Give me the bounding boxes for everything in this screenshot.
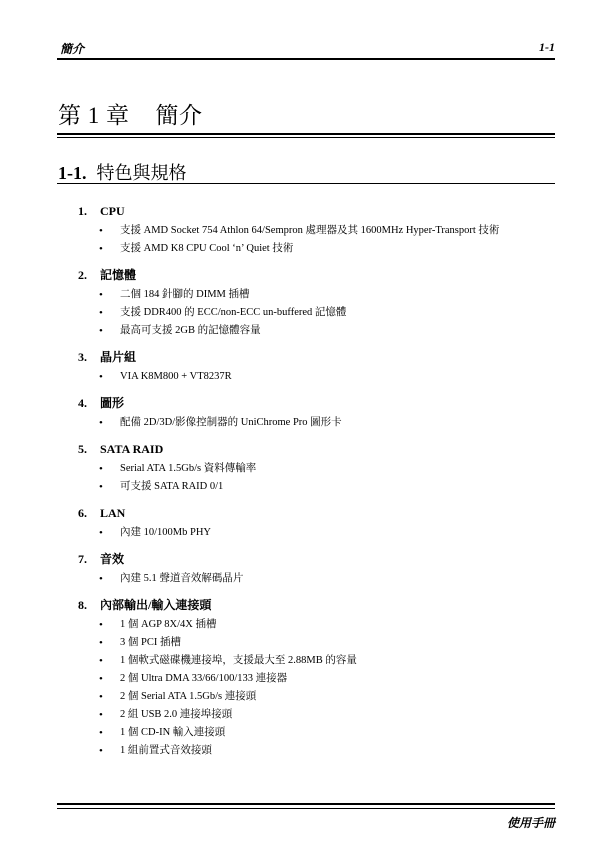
bullet-text: 1 個軟式磁碟機連接埠，支援最大至 2.88MB 的容量 [120,655,357,666]
feature-bullet [0,414,613,432]
feature-item [0,392,613,438]
feature-title: CPU [100,204,125,218]
feature-number: 4. [78,396,87,410]
feature-heading [0,264,613,286]
bullet-text: VIA K8M800 + VT8237R [120,371,232,382]
feature-title: 內部輸出/輸入連接頭 [100,598,212,612]
bullet-text: 2 組 USB 2.0 連接埠接頭 [120,709,233,720]
chapter-rule-thick [57,133,555,135]
bullet-text: 支援 AMD K8 CPU Cool ‘n’ Quiet 技術 [120,243,294,254]
feature-bullet [0,688,613,706]
feature-title: 音效 [100,552,125,566]
feature-bullet [0,368,613,386]
feature-heading [0,438,613,460]
feature-bullet [0,304,613,322]
chapter-name: 簡介 [155,103,203,128]
feature-bullet [0,460,613,478]
bullet-text: 2 個 Serial ATA 1.5Gb/s 連接頭 [120,691,257,702]
feature-bullet [0,478,613,496]
bullet-dot: • [99,481,103,493]
bullet-dot: • [99,225,103,237]
feature-title: LAN [100,506,126,520]
feature-bullet [0,670,613,688]
footer-rule-thick [57,803,555,805]
section-rule [57,183,555,184]
feature-heading [0,200,613,222]
bullet-text: 二個 184 針腳的 DIMM 插槽 [120,289,250,300]
feature-heading [0,392,613,414]
feature-bullet [0,222,613,240]
feature-number: 2. [78,268,87,282]
bullet-text: 1 個 CD-IN 輸入連接頭 [120,727,226,738]
feature-title: 記憶體 [100,268,137,282]
chapter-rule-thin [57,137,555,138]
bullet-text: Serial ATA 1.5Gb/s 資料傳輸率 [120,463,257,474]
bullet-text: 內建 5.1 聲道音效解碼晶片 [120,573,244,584]
bullet-dot: • [99,243,103,255]
feature-bullet [0,570,613,588]
bullet-text: 1 組前置式音效接頭 [120,745,212,756]
bullet-dot: • [99,417,103,429]
features-list [0,200,613,766]
bullet-text: 配備 2D/3D/影像控制器的 UniChrome Pro 圖形卡 [120,417,342,428]
header-rule [57,58,555,60]
feature-bullet [0,286,613,304]
bullet-dot: • [99,637,103,649]
bullet-dot: • [99,691,103,703]
bullet-text: 1 個 AGP 8X/4X 插槽 [120,619,217,630]
bullet-text: 支援 DDR400 的 ECC/non-ECC un-buffered 記憶體 [120,307,347,318]
chapter-prefix: 第 1 章 [58,103,130,128]
feature-bullet [0,616,613,634]
feature-bullet [0,652,613,670]
bullet-dot: • [99,289,103,301]
feature-bullet [0,706,613,724]
bullet-text: 最高可支援 2GB 的記憶體容量 [120,325,261,336]
feature-number: 7. [78,552,87,566]
bullet-dot: • [99,745,103,757]
bullet-dot: • [99,463,103,475]
bullet-text: 可支援 SATA RAID 0/1 [120,481,224,492]
feature-item [0,438,613,502]
bullet-dot: • [99,727,103,739]
feature-bullet [0,724,613,742]
header-left: 簡介 [60,42,85,56]
feature-number: 8. [78,598,87,612]
header-right: 1-1 [539,40,555,54]
bullet-dot: • [99,307,103,319]
feature-heading [0,548,613,570]
section-number: 1-1. [58,163,87,183]
bullet-dot: • [99,325,103,337]
feature-number: 6. [78,506,87,520]
feature-heading [0,346,613,368]
feature-heading [0,594,613,616]
bullet-dot: • [99,709,103,721]
feature-item [0,548,613,594]
feature-bullet [0,322,613,340]
feature-heading [0,502,613,524]
bullet-dot: • [99,673,103,685]
bullet-dot: • [99,655,103,667]
feature-bullet [0,240,613,258]
section-title [58,159,187,185]
bullet-text: 內建 10/100Mb PHY [120,527,212,538]
feature-title: 圖形 [100,396,125,410]
feature-title: SATA RAID [100,442,164,456]
feature-number: 3. [78,350,87,364]
feature-item [0,264,613,346]
footer-text: 使用手冊 [506,816,555,830]
bullet-dot: • [99,619,103,631]
section-name: 特色與規格 [96,163,187,183]
bullet-dot: • [99,371,103,383]
feature-number: 1. [78,204,87,218]
feature-item [0,502,613,548]
feature-item [0,200,613,264]
bullet-text: 3 個 PCI 插槽 [120,637,181,648]
feature-bullet [0,524,613,542]
bullet-dot: • [99,527,103,539]
feature-bullet [0,634,613,652]
bullet-text: 2 個 Ultra DMA 33/66/100/133 連接器 [120,673,288,684]
bullet-dot: • [99,573,103,585]
feature-bullet [0,742,613,760]
bullet-text: 支援 AMD Socket 754 Athlon 64/Sempron 處理器及其 1600MHz Hyper-Transport 技術 [120,225,500,236]
feature-title: 晶片組 [100,350,137,364]
chapter-title [58,97,203,130]
feature-number: 5. [78,442,87,456]
footer-rule-thin [57,808,555,809]
feature-item [0,346,613,392]
feature-item [0,594,613,766]
